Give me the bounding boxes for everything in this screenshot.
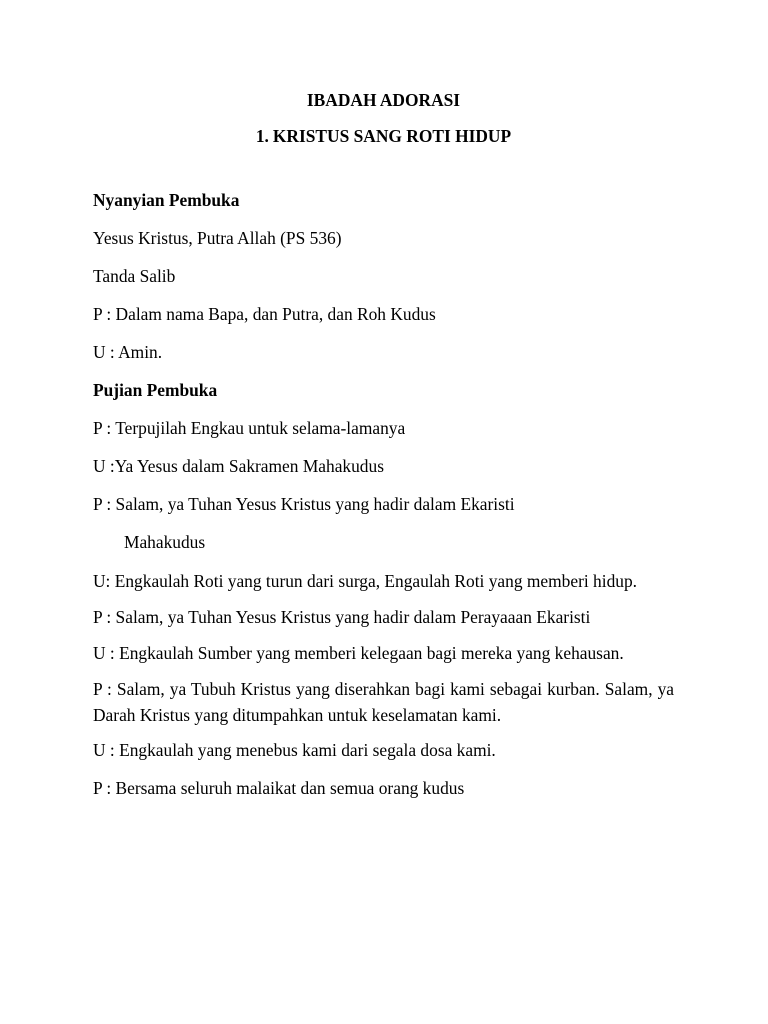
dialog-line: P : Bersama seluruh malaikat dan semua orang kudus bbox=[93, 778, 465, 798]
dialog-line: P : Salam, ya Tubuh Kristus yang diserahkan bagi kami sebagai kurban. Salam, ya Darah Kristus yang ditumpahkan untuk keselamatan kami. bbox=[93, 679, 674, 725]
subtitle-number: 1. bbox=[255, 126, 269, 146]
dialog-line: U: Engkaulah Roti yang turun dari surga, Engaulah Roti yang memberi hidup. bbox=[93, 571, 638, 591]
section-heading-pujian-pembuka: Pujian Pembuka bbox=[93, 380, 218, 400]
dialog-line: U : Engkaulah yang menebus kami dari segala dosa kami. bbox=[93, 740, 496, 760]
tanda-salib-line: Tanda Salib bbox=[93, 266, 176, 286]
dialog-line: U : Engkaulah Sumber yang memberi kelegaan bagi mereka yang kehausan. bbox=[93, 643, 624, 663]
document-page bbox=[93, 88, 674, 814]
document-subtitle bbox=[93, 124, 674, 148]
dialog-line: U :Ya Yesus dalam Sakramen Mahakudus bbox=[93, 456, 384, 476]
song-line: Yesus Kristus, Putra Allah (PS 536) bbox=[93, 228, 342, 248]
section-heading-nyanyian-pembuka: Nyanyian Pembuka bbox=[93, 190, 240, 210]
dialog-line: P : Dalam nama Bapa, dan Putra, dan Roh Kudus bbox=[93, 304, 436, 324]
dialog-line: P : Salam, ya Tuhan Yesus Kristus yang hadir dalam Ekaristi bbox=[93, 494, 515, 514]
dialog-line: P : Terpujilah Engkau untuk selama-lamanya bbox=[93, 418, 406, 438]
dialog-line: P : Salam, ya Tuhan Yesus Kristus yang hadir dalam Perayaaan Ekaristi bbox=[93, 607, 591, 627]
document-title: IBADAH ADORASI bbox=[306, 90, 461, 110]
subtitle-text: KRISTUS SANG ROTI HIDUP bbox=[272, 126, 512, 146]
dialog-line-continuation: Mahakudus bbox=[124, 532, 206, 552]
dialog-line: U : Amin. bbox=[93, 342, 163, 362]
